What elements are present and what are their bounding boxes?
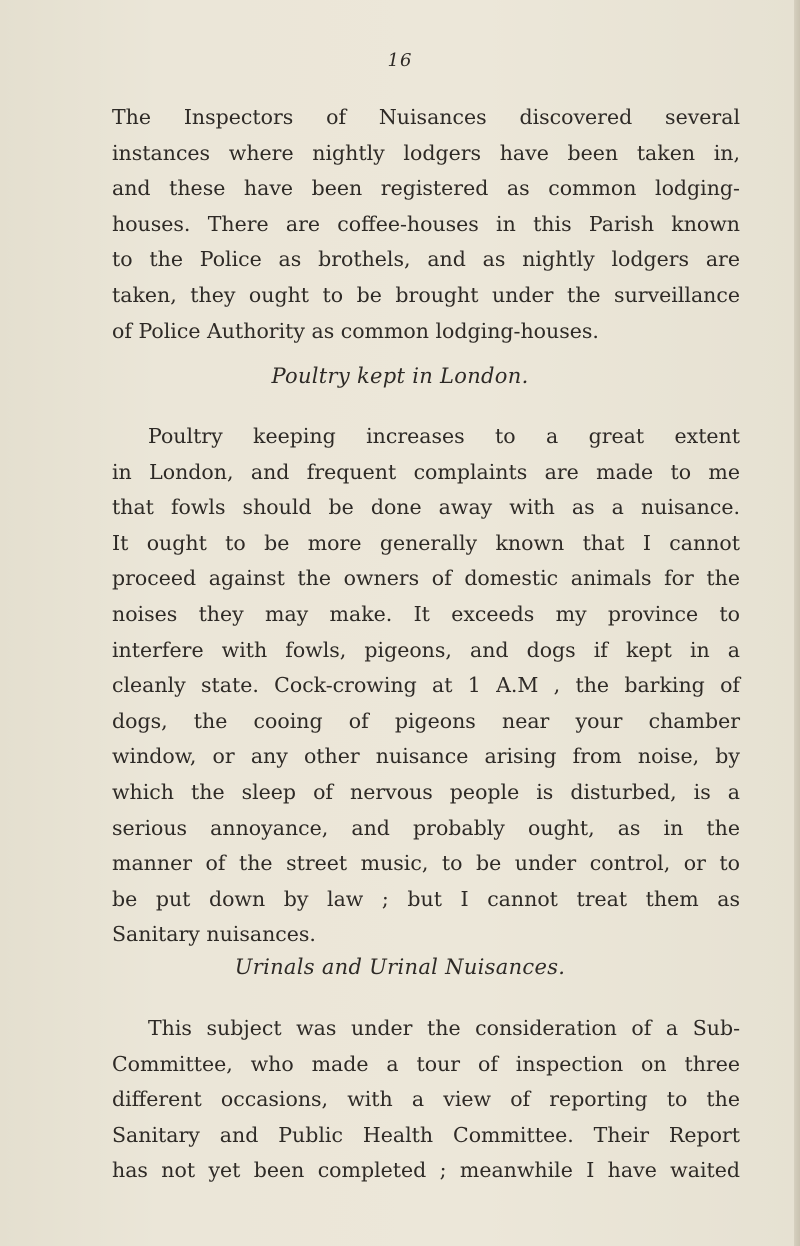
text-line: has not yet been completed ; meanwhile I have waited [112,1158,740,1183]
text-line: instances where nightly lodgers have been taken in, [112,140,740,165]
paragraph-urinals [112,1011,740,1189]
text-line: Poultry keeping increases to a great extent [148,424,740,448]
text-line: and these have been registered as common lodging- [112,176,740,201]
text-line: of Police Authority as common lodging-houses. [112,318,599,343]
text-line: that fowls should be done away with as a nuisance. [112,495,740,520]
text-line: in London, and frequent complaints are made to me [112,459,740,484]
text-line: serious annoyance, and probably ought, as in the [112,815,740,840]
text-line: Sanitary and Public Health Committee. Their Report [112,1122,740,1147]
text-line: noises they may make. It exceeds my province to [112,601,740,626]
text-line: interfere with fowls, pigeons, and dogs if kept in a [112,637,740,662]
text-line: taken, they ought to be brought under the surveillance [112,282,740,307]
text-line: manner of the street music, to be under control, or to [112,851,740,876]
page-edge [794,0,800,1246]
heading-poultry: Poultry kept in London. [271,364,529,388]
text-line: proceed against the owners of domestic animals for the [112,566,740,591]
text-line: dogs, the cooing of pigeons near your chamber [112,708,740,733]
text-line: to the Police as brothels, and as nightly lodgers are [112,247,740,272]
text-line: Committee, who made a tour of inspection on three [112,1051,740,1076]
text-line: different occasions, with a view of reporting to the [112,1087,740,1112]
page-number: 16 [387,50,413,71]
text-line: be put down by law ; but I cannot treat them as [112,886,740,911]
paragraph-poultry [112,419,740,953]
text-line: Sanitary nuisances. [112,922,316,947]
text-line: cleanly state. Cock-crowing at 1 A.M , the barking of [112,673,740,698]
text-line: This subject was under the consideration of a Sub- [148,1016,740,1040]
text-line: The Inspectors of Nuisances discovered several [112,105,740,129]
text-line: window, or any other nuisance arising from noise, by [112,744,740,769]
text-line: houses. There are coffee-houses in this Parish known [112,211,740,236]
text-line: which the sleep of nervous people is disturbed, is a [112,779,740,804]
text-line: It ought to be more generally known that I cannot [112,530,740,555]
heading-urinals: Urinals and Urinal Nuisances. [234,955,566,979]
paragraph-inspectors [112,100,740,349]
